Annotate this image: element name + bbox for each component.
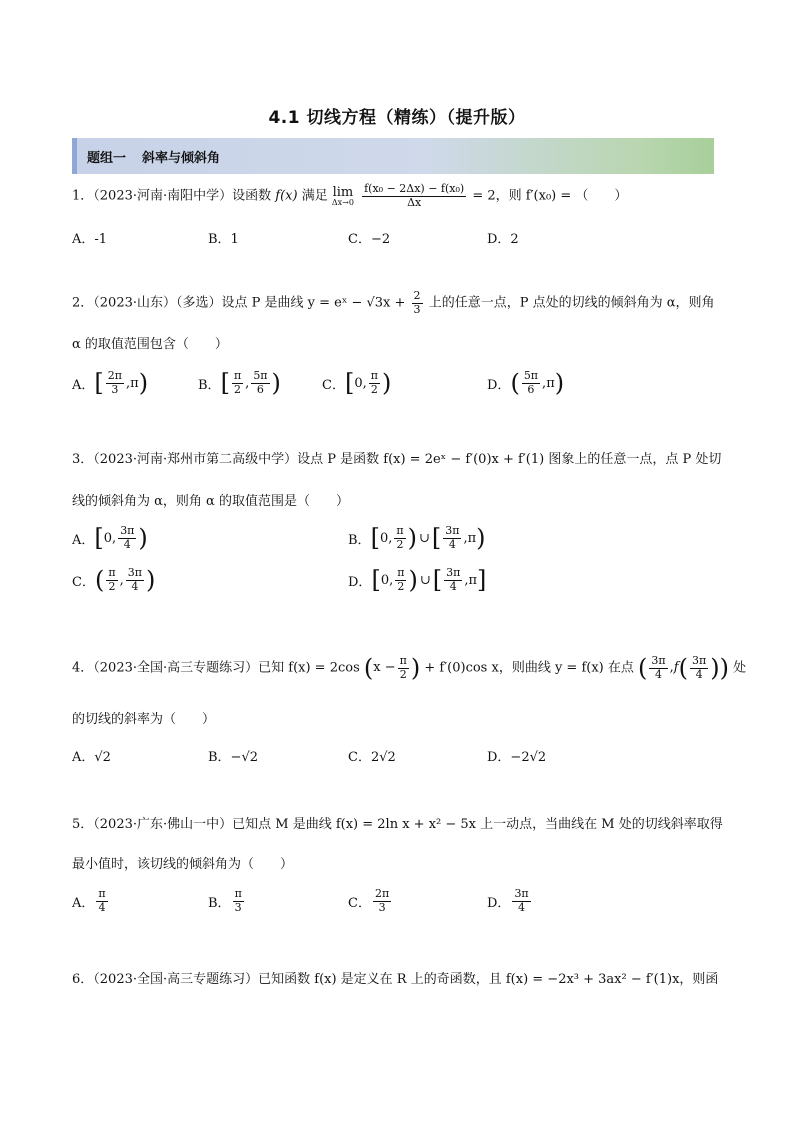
q4-pt-den2: 4 [695,667,703,681]
question-2-line-1 [72,290,722,316]
q2-d-num: 5π [523,369,539,382]
q2-option-c[interactable]: C． [ 0 , $\frac{\pi}{2}$ ) [322,369,392,398]
q2-fraction [412,290,423,316]
section-label [77,147,220,166]
q1-lim: lim Δx→0 [331,184,354,207]
q3-d-pi: π [468,572,478,588]
q5-d-den: 4 [518,900,526,914]
q4-pt-num: 3π [651,654,666,667]
q2-line1-end: 上的任意一点，P 点处的切线的倾斜角为 α，则角 [428,295,715,311]
q5-b-label: B． [208,895,231,911]
page-title: 4.1 切线方程（精练）（提升版） [268,108,526,128]
q2-a-rbr: ) [138,369,149,398]
q3-a-num: 3π [120,524,135,537]
q1-fraction [362,183,466,209]
q1-lim-sub: Δx→0 [331,197,354,207]
q1-option-a[interactable]: A．-1 [72,232,108,247]
question-1 [72,183,722,209]
q5-c-label: C． [348,895,371,911]
q2-option-a[interactable]: A． [ $\frac{2\pi}{3}$ , π ) [72,369,149,398]
q2-option-b[interactable]: B． [ $\frac{\pi}{2}$ , $\frac{5\pi}{6}$ ) [198,369,281,398]
q3-a-den: 4 [123,537,131,551]
section-header [72,138,714,174]
q2-a-label: A． [72,377,95,393]
q1-fx: f(x) [275,188,298,204]
question-6-line-1: 6．（2023·全国·高三专题练习）已知函数 f(x) 是定义在 R 上的奇函数，且 f(x) = −2x³ + 3ax² − f′(1)x，则函 [72,972,719,987]
q5-option-a[interactable] [72,888,110,914]
question-4-line-1: 4．（2023·全国·高三专题练习）已知 f(x) = 2cos ( x − $\frac{\pi}{2}$ ) + f′(0)cos x，则曲线 y = f(x) 在点 ( $\frac{3\pi}{4}$ , f ( $\frac{3\pi}{4}$ ) ) 处 [72,654,747,683]
q5-d-num: 3π [514,887,529,900]
q3-c-num2: 3π [127,566,142,579]
q3-c-den2: 4 [131,579,139,593]
q3-c-den1: 2 [108,579,116,593]
q2-frac-num: 2 [413,289,421,302]
q2-b-b-num: 5π [253,369,268,382]
q3-d-den2: 4 [449,579,457,593]
q2-a-lbr: [ [94,369,104,398]
q1-frac-num: f(x₀ − 2Δx) − f(x₀) [364,182,465,195]
q3-b-pi: π [467,530,477,546]
q1-stem-end: = 2，则 f′(x₀) = （ ） [472,188,628,204]
question-5-line-1: 5．（2023·广东·佛山一中）已知点 M 是曲线 f(x) = 2ln x + x² − 5x 上一动点，当曲线在 M 处的切线斜率取得 [72,817,723,832]
q2-a-num: 2π [107,369,122,382]
q3-d-label: D． [348,574,372,590]
q4-pt-den: 4 [655,667,662,681]
section-name: 斜率与倾斜角 [142,150,221,166]
q4-line1-mid: + f′(0)cos x，则曲线 y = f(x) 在点 [424,660,634,676]
section-number: 题组一 [87,150,127,166]
q4-line1-end: 处 [733,660,747,676]
q4-pi-den: 2 [399,667,407,681]
q2-a-den: 3 [111,382,119,396]
q2-b-a-num: π [233,369,242,382]
q3-b-union: ∪ [418,530,430,546]
q5-a-den: 4 [98,900,106,914]
q2-b-lbr: [ [220,369,230,398]
question-4-line-2: 的切线的斜率为（ ） [72,712,216,727]
q2-c-label: C． [322,377,345,393]
q4-option-b[interactable]: B．−√2 [208,750,259,765]
q3-option-d[interactable]: D． [ 0 , $\frac{\pi}{2}$ ) ∪ [ $\frac{3\pi}{4}$ , π ] [348,566,487,595]
q3-c-label: C． [72,574,95,590]
question-3-line-2: 线的倾斜角为 α，则角 α 的取值范围是（ ） [72,494,349,509]
q3-d-num2: 3π [446,566,461,579]
q4-pt-num2: 3π [691,654,707,667]
q4-option-c[interactable]: C．2√2 [348,750,396,765]
q2-b-label: B． [198,377,221,393]
q3-a-label: A． [72,532,95,548]
q4-pi-num: π [399,654,407,667]
q5-a-label: A． [72,895,95,911]
q2-frac-den: 3 [413,302,421,316]
q1-option-d[interactable]: D．2 [487,232,519,247]
q3-b-den2: 4 [448,537,456,551]
q2-d-den: 6 [527,382,535,396]
q3-c-num1: π [108,566,116,579]
q5-a-num: π [98,887,106,900]
q1-stem-mid: 满足 [301,188,328,204]
q5-option-d[interactable] [487,888,533,914]
q5-option-c[interactable] [348,888,393,914]
q3-option-a[interactable]: A． [ 0 , $\frac{3\pi}{4}$ ) [72,524,148,553]
q5-c-num: 2π [374,887,390,900]
q2-c-a: 0 [354,375,363,391]
q4-option-d[interactable]: D．−2√2 [487,750,547,765]
q2-c-lbr: [ [344,369,355,398]
q2-d-label: D． [487,377,511,393]
q3-d-zero: 0 [380,572,390,588]
q3-b-num1: π [396,524,404,537]
q3-b-num2: 3π [445,524,460,537]
q3-d-den1: 2 [397,579,405,593]
question-3-line-1: 3．（2023·河南·郑州市第二高级中学）设点 P 是函数 f(x) = 2eˣ − f′(0)x + f′(1) 图象上的任意一点，点 P 处切 [72,452,722,467]
q5-c-den: 3 [378,900,386,914]
q3-b-label: B． [348,532,371,548]
q3-option-c[interactable]: C． ( $\frac{\pi}{2}$ , $\frac{3\pi}{4}$ ) [72,566,156,595]
question-2-line-2: α 的取值范围包含（ ） [72,337,228,352]
q2-d-b: π [546,375,555,391]
q2-option-d[interactable]: D． ( $\frac{5\pi}{6}$ , π ) [487,369,565,398]
q2-d-lbr: ( [510,369,520,398]
q1-option-b[interactable]: B．1 [208,232,239,247]
q3-d-union: ∪ [419,572,431,588]
q4-line1-start: 4．（2023·全国·高三专题练习）已知 f(x) = 2cos [72,660,360,676]
q1-frac-den: Δx [407,195,422,209]
q2-b-a-den: 2 [234,382,242,396]
q3-b-den1: 2 [396,537,404,551]
q5-b-den: 3 [234,900,242,914]
q4-option-a[interactable]: A．√2 [72,750,111,765]
q3-b-zero: 0 [379,530,389,546]
q3-d-num1: π [397,566,405,579]
q5-b-num: π [234,887,242,900]
q1-option-c[interactable]: C．−2 [348,232,391,247]
q2-c-b-num: π [370,369,378,382]
question-5-line-2: 最小值时，该切线的倾斜角为（ ） [72,857,294,872]
q3-a-zero: 0 [103,530,113,546]
q3-option-b[interactable]: B． [ 0 , $\frac{\pi}{2}$ ) ∪ [ $\frac{3\pi}{4}$ , π ) [348,524,486,553]
q2-a-b: π [130,375,139,391]
q1-stem-start: 1．（2023·河南·南阳中学）设函数 [72,188,272,204]
q2-c-b-den: 2 [370,382,378,396]
q2-b-b-den: 6 [256,382,264,396]
q2-d-rbr: ) [554,369,565,398]
q4-x-minus: x − [373,660,396,676]
q5-d-label: D． [487,895,511,911]
q2-b-rbr: ) [271,369,281,398]
q2-c-rbr: ) [381,369,392,398]
q2-line1-start: 2．（2023·山东）（多选）设点 P 是曲线 y = eˣ − √3x + [72,295,406,311]
q5-option-b[interactable] [208,888,246,914]
